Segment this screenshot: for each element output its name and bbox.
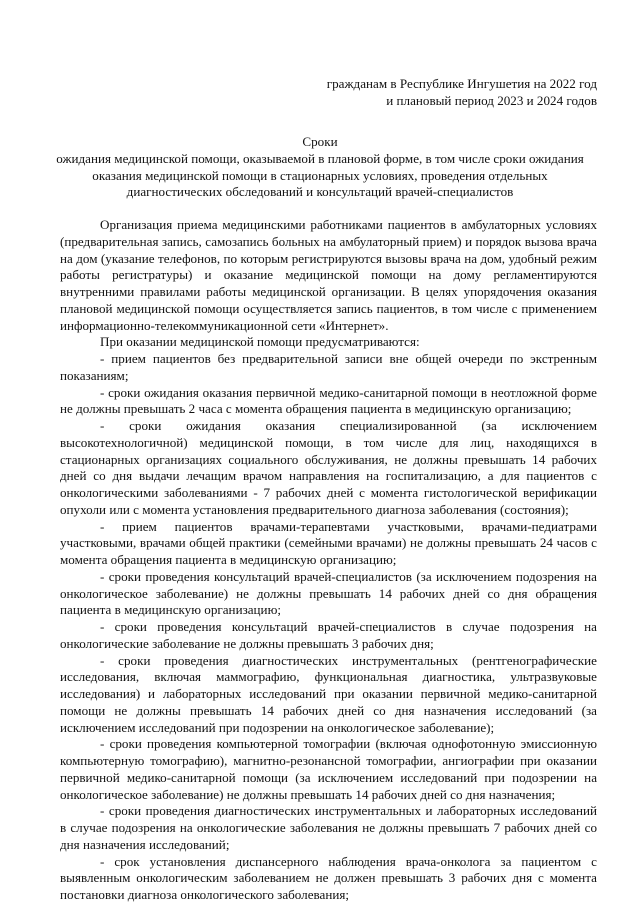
header-line-2: и плановый период 2023 и 2024 годов: [386, 92, 597, 108]
paragraph-item: - сроки ожидания оказания специализированной (за исключением высокотехнологичной) медицинской помощи, в том числе для лиц, находящихся в стационарных организациях социального обслуживания, не должны превышать 14 рабочих дней со дня выдачи лечащим врачом направления на госпитализацию, а для пациентов с онкологическими заболеваниями - 7 рабочих дней с момента гистологической верификации опухоли или с момента установления предварительного диагноза заболевания (состояния);: [60, 418, 597, 517]
paragraph-item: - сроки проведения диагностических инструментальных (рентгенографические исследования, включая маммографию, функциональная диагностика, ультразвуковые исследования) и лабораторных исследований при оказании первичной медико-санитарной помощи не должны превышать 14 рабочих дней со дня назначения исследований (за исключением исследований при подозрении на онкологическое заболевание);: [60, 652, 597, 735]
header-annotation: [177, 76, 597, 110]
title-line-2: ожидания медицинской помощи, оказываемой в плановой форме, в том числе сроки ожидания: [56, 150, 584, 166]
paragraph-item: - сроки проведения диагностических инструментальных и лабораторных исследований в случае подозрения на онкологические заболевания не должны превышать 7 рабочих дней со дня назначения исследований;: [60, 803, 597, 852]
title-line-3: оказания медицинской помощи в стационарных условиях, проведения отдельных: [92, 167, 548, 183]
paragraph-item: - прием пациентов врачами-терапевтами участковыми, врачами-педиатрами участковыми, врачами общей практики (семейными врачами) не должны превышать 24 часов с момента обращения пациента в медицинскую организацию;: [60, 518, 597, 567]
header-line-1: гражданам в Республике Ингушетия на 2022 год: [326, 76, 597, 91]
document-title: [55, 134, 585, 201]
paragraph-provisions-heading: При оказании медицинской помощи предусматриваются:: [100, 334, 420, 350]
title-line-1: Сроки: [302, 134, 338, 149]
paragraph-item: - сроки проведения консультаций врачей-специалистов в случае подозрения на онкологические заболевание не должны превышать 3 рабочих дня;: [60, 619, 597, 651]
paragraph-item: - сроки ожидания оказания первичной медико-санитарной помощи в неотложной форме не должны превышать 2 часа с момента обращения пациента в медицинскую организацию;: [60, 384, 597, 417]
paragraph-item: - сроки проведения консультаций врачей-специалистов (за исключением подозрения на онкологическое заболевание) не должны превышать 14 рабочих дней со дня обращения пациента в медицинскую организацию;: [60, 568, 597, 618]
document-body: [60, 217, 597, 904]
title-line-4: диагностических обследований и консультаций врачей-специалистов: [126, 184, 514, 200]
paragraph-intro: Организация приема медицинскими работниками пациентов в амбулаторных условиях (предварительная запись, самозапись больных на амбулаторный прием) и порядок вызова врача на дом (указание телефонов, по которым регистрируются вызовы врача на дом, удобный режим работы регистратуры) и оказание медицинской помощи на дому регламентируются внутренними правилами работы медицинской организации. В целях упорядочения оказания плановой медицинской помощи осуществляется запись пациентов, в том числе с применением информационно-телекоммуникационной сети «Интернет».: [60, 217, 597, 333]
paragraph-item: - прием пациентов без предварительной записи вне общей очереди по экстренным показаниям;: [60, 351, 597, 383]
paragraph-item: - сроки проведения компьютерной томографии (включая однофотонную эмиссионную компьютерную томографию), магнитно-резонансной томографии, ангиографии при оказании первичной медико-санитарной помощи (за исключением исследований при подозрении на онкологическое заболевание) не должны превышать 14 рабочих дней со дня назначения;: [60, 736, 597, 802]
paragraph-item: - срок установления диспансерного наблюдения врача-онколога за пациентом с выявленным онкологическим заболеванием не должен превышать 3 рабочих дня с момента постановки диагноза онкологического заболевания;: [60, 853, 597, 902]
